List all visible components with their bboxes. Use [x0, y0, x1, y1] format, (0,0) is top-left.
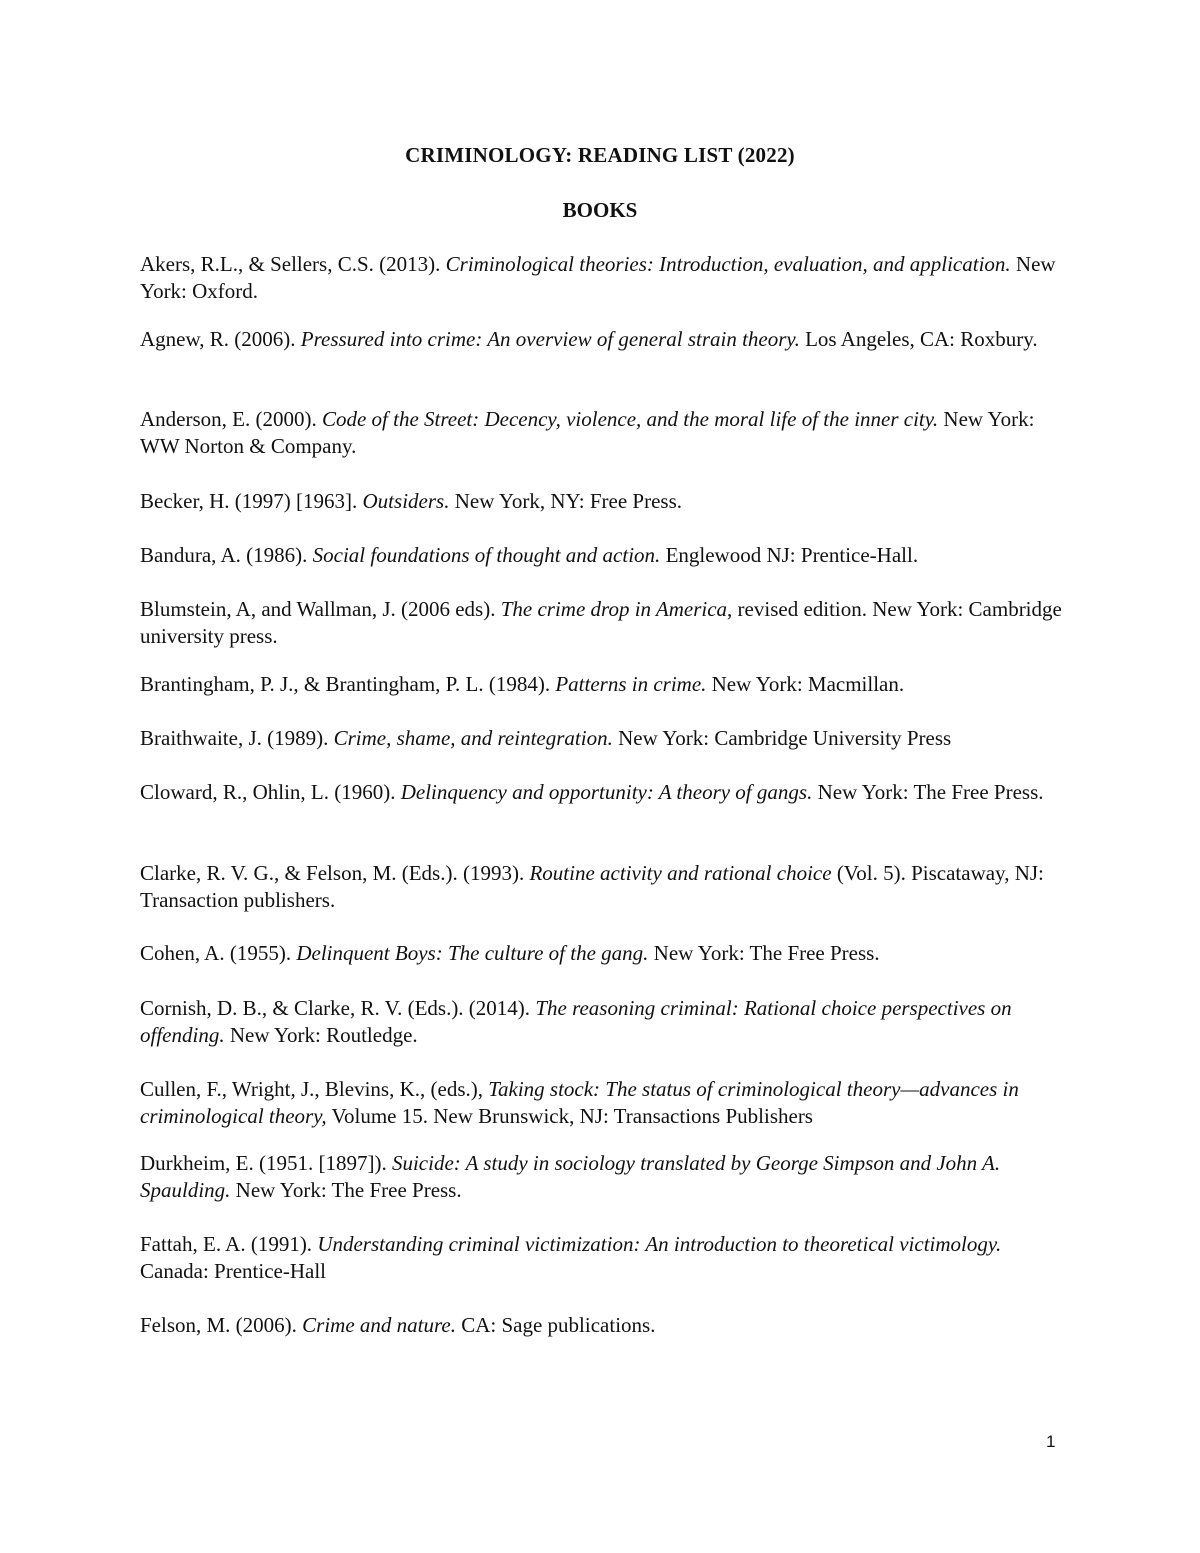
reference-entry: Durkheim, E. (1951. [1897]). Suicide: A study in sociology translated by George Simpson and John A. Spaulding. New York: The Free Press.	[140, 1151, 1001, 1202]
reference-entry: Clarke, R. V. G., & Felson, M. (Eds.). (1993). Routine activity and rational choice (Vol. 5). Piscataway, NJ: Transaction publishers.	[140, 861, 1044, 912]
reference-title: Criminological theories: Introduction, evaluation, and application.	[445, 252, 1011, 276]
document-title: CRIMINOLOGY: READING LIST (2022)	[405, 143, 795, 167]
section-heading-books: BOOKS	[562, 198, 638, 222]
reference-title: Crime and nature.	[302, 1313, 456, 1337]
reference-entry: Cornish, D. B., & Clarke, R. V. (Eds.). (2014). The reasoning criminal: Rational choice perspectives on offending. New York: Routledge.	[140, 996, 1012, 1047]
reference-title: Crime, shame, and reintegration.	[333, 726, 613, 750]
reference-title: Delinquent Boys: The culture of the gang.	[296, 941, 649, 965]
reference-title: Code of the Street: Decency, violence, and the moral life of the inner city.	[321, 407, 939, 431]
reference-title: The crime drop in America	[500, 597, 728, 621]
reference-title: The reasoning criminal: Rational choice perspectives on offending.	[140, 996, 1012, 1047]
reference-entry: Bandura, A. (1986). Social foundations of thought and action. Englewood NJ: Prentice-Hall.	[140, 543, 919, 567]
reference-title: Taking stock: The status of criminological theory—advances in criminological theory,	[140, 1077, 1019, 1128]
reference-entry: Brantingham, P. J., & Brantingham, P. L. (1984). Patterns in crime. New York: Macmillan.	[140, 672, 905, 696]
page-number: 1	[1046, 1432, 1056, 1451]
reference-title: Understanding criminal victimization: An introduction to theoretical victimology.	[317, 1232, 1002, 1256]
reference-title: Routine activity and rational choice	[529, 861, 832, 885]
reference-title: Patterns in crime.	[555, 672, 707, 696]
reference-entry: Cohen, A. (1955). Delinquent Boys: The culture of the gang. New York: The Free Press.	[140, 941, 880, 965]
reference-title: Outsiders.	[362, 489, 450, 513]
reference-entry: Becker, H. (1997) [1963]. Outsiders. New York, NY: Free Press.	[140, 489, 683, 513]
reference-entry: Fattah, E. A. (1991). Understanding criminal victimization: An introduction to theoretical victimology. Canada: Prentice-Hall	[140, 1232, 1002, 1283]
reference-entry: Braithwaite, J. (1989). Crime, shame, and reintegration. New York: Cambridge University Press	[140, 726, 952, 750]
reference-title: Pressured into crime: An overview of general strain theory.	[300, 327, 800, 351]
reference-title: Suicide: A study in sociology translated by George Simpson and John A. Spaulding.	[140, 1151, 1001, 1202]
reference-title: Delinquency and opportunity: A theory of gangs.	[400, 780, 813, 804]
reference-entry: Anderson, E. (2000). Code of the Street: Decency, violence, and the moral life of the inner city. New York: WW Norton & Company.	[140, 407, 1035, 458]
reference-entry: Cullen, F., Wright, J., Blevins, K., (eds.), Taking stock: The status of criminological theory—advances in criminological theory, Volume 15. New Brunswick, NJ: Transactions Publishers	[140, 1077, 1019, 1128]
reference-title: Social foundations of thought and action.	[312, 543, 661, 567]
reference-entry: Blumstein, A, and Wallman, J. (2006 eds). The crime drop in America, revised edition. New York: Cambridge university press.	[140, 597, 1062, 648]
reference-entry: Felson, M. (2006). Crime and nature. CA: Sage publications.	[140, 1313, 656, 1337]
reference-entry: Cloward, R., Ohlin, L. (1960). Delinquency and opportunity: A theory of gangs. New York: The Free Press.	[140, 780, 1044, 804]
reference-entry: Akers, R.L., & Sellers, C.S. (2013). Criminological theories: Introduction, evaluation, and application. New York: Oxford.	[140, 252, 1056, 303]
reference-entry: Agnew, R. (2006). Pressured into crime: An overview of general strain theory. Los Angeles, CA: Roxbury.	[140, 327, 1038, 351]
